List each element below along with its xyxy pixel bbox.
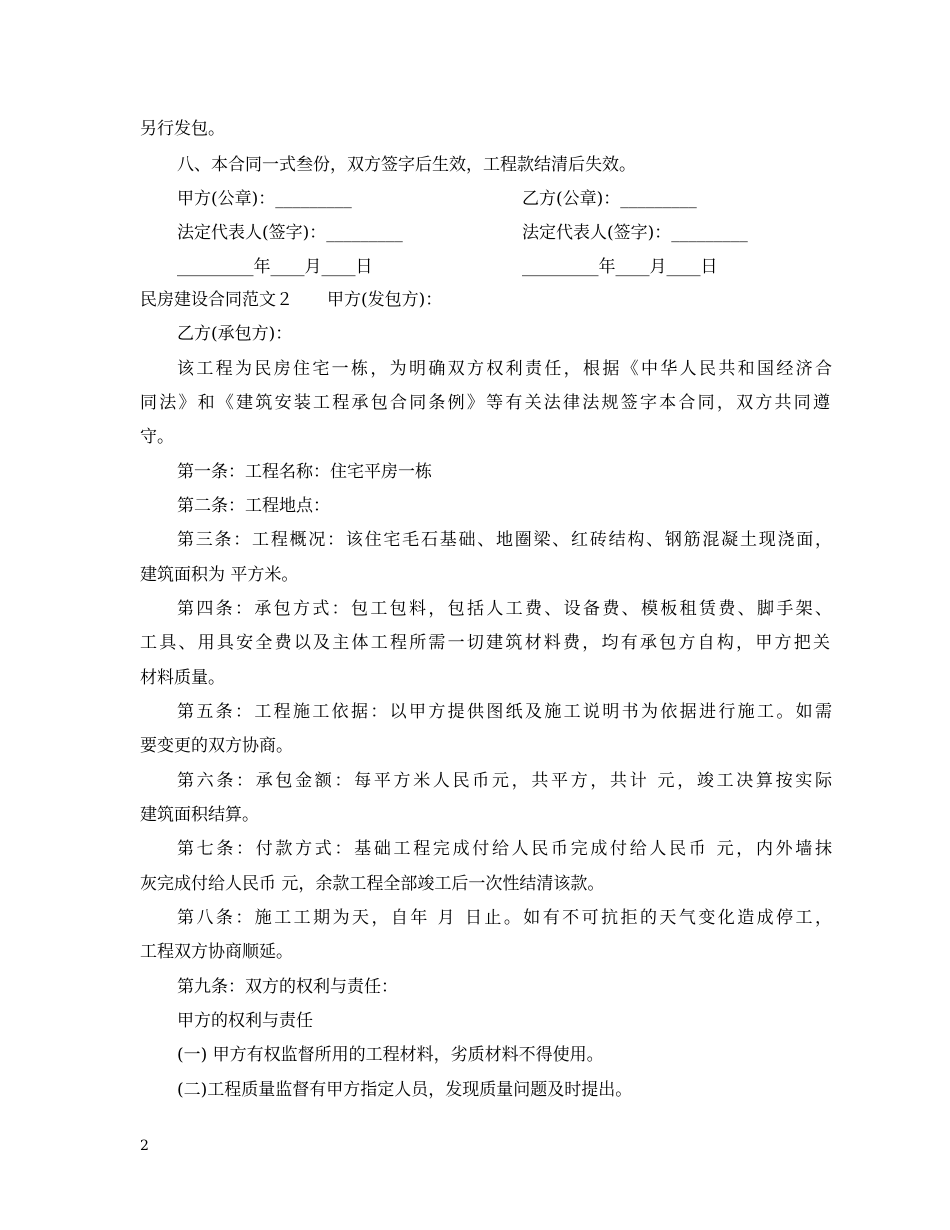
paragraph-line: 灰完成付给人民币 元，余款工程全部竣工后一次性结清该款。	[140, 874, 605, 894]
paragraph-line: 八、本合同一式叁份，双方签字后生效，工程款结清后失效。	[177, 155, 636, 175]
list-item: (二)工程质量监督有甲方指定人员，发现质量问题及时提出。	[177, 1080, 633, 1100]
subsection-heading: 甲方的权利与责任	[177, 1011, 313, 1031]
clause-8: 第八条：施工工期为天，自年 月 日止。如有不可抗拒的天气变化造成停工，	[177, 908, 832, 928]
paragraph-line: 材料质量。	[140, 668, 225, 688]
clause-5: 第五条：工程施工依据：以甲方提供图纸及施工说明书为依据进行施工。如需	[177, 702, 832, 722]
clause-6: 第六条：承包金额：每平方米人民币元，共平方，共计 元，竣工决算按实际	[177, 771, 832, 791]
paragraph-line: 工程双方协商顺延。	[140, 942, 293, 962]
paragraph-line: 另行发包。	[140, 119, 225, 139]
clause-1: 第一条：工程名称：住宅平房一栋	[177, 462, 432, 482]
clause-9: 第九条：双方的权利与责任：	[177, 977, 398, 997]
party-b-date: _________年____月____日	[522, 257, 718, 277]
clause-7: 第七条：付款方式：基础工程完成付给人民币完成付给人民币 元，内外墙抹	[177, 839, 832, 859]
paragraph-line: 该工程为民房住宅一栋，为明确双方权利责任，根据《中华人民共和国经济合	[177, 359, 832, 379]
paragraph-line: 乙方(承包方)：	[177, 324, 293, 344]
clause-3: 第三条：工程概况：该住宅毛石基础、地圈梁、红砖结构、钢筋混凝土现浇面，	[177, 530, 832, 550]
clause-2: 第二条：工程地点：	[177, 496, 330, 516]
party-a-date: _________年____月____日	[177, 257, 373, 277]
page-number: 2	[140, 1138, 149, 1154]
list-item: (一) 甲方有权监督所用的工程材料，劣质材料不得使用。	[177, 1045, 604, 1065]
clause-4: 第四条：承包方式：包工包料，包括人工费、设备费、模板租赁费、脚手架、	[177, 599, 832, 619]
paragraph-line: 要变更的双方协商。	[140, 736, 293, 756]
paragraph-line: 建筑面积为 平方米。	[140, 565, 299, 585]
party-b-representative: 法定代表人(签字)：_________	[522, 223, 748, 243]
paragraph-line: 建筑面积结算。	[140, 805, 259, 825]
section-heading: 民房建设合同范文２ 甲方(发包方)：	[140, 290, 443, 310]
party-a-seal: 甲方(公章)：_________	[177, 189, 352, 209]
paragraph-line: 同法》和《建筑安装工程承包合同条例》等有关法律法规签字本合同，双方共同遵	[140, 393, 830, 413]
paragraph-line: 工具、用具安全费以及主体工程所需一切建筑材料费，均有承包方自构，甲方把关	[140, 633, 830, 653]
party-a-representative: 法定代表人(签字)：_________	[177, 223, 403, 243]
party-b-seal: 乙方(公章)：_________	[522, 189, 697, 209]
paragraph-line: 守。	[140, 427, 174, 447]
